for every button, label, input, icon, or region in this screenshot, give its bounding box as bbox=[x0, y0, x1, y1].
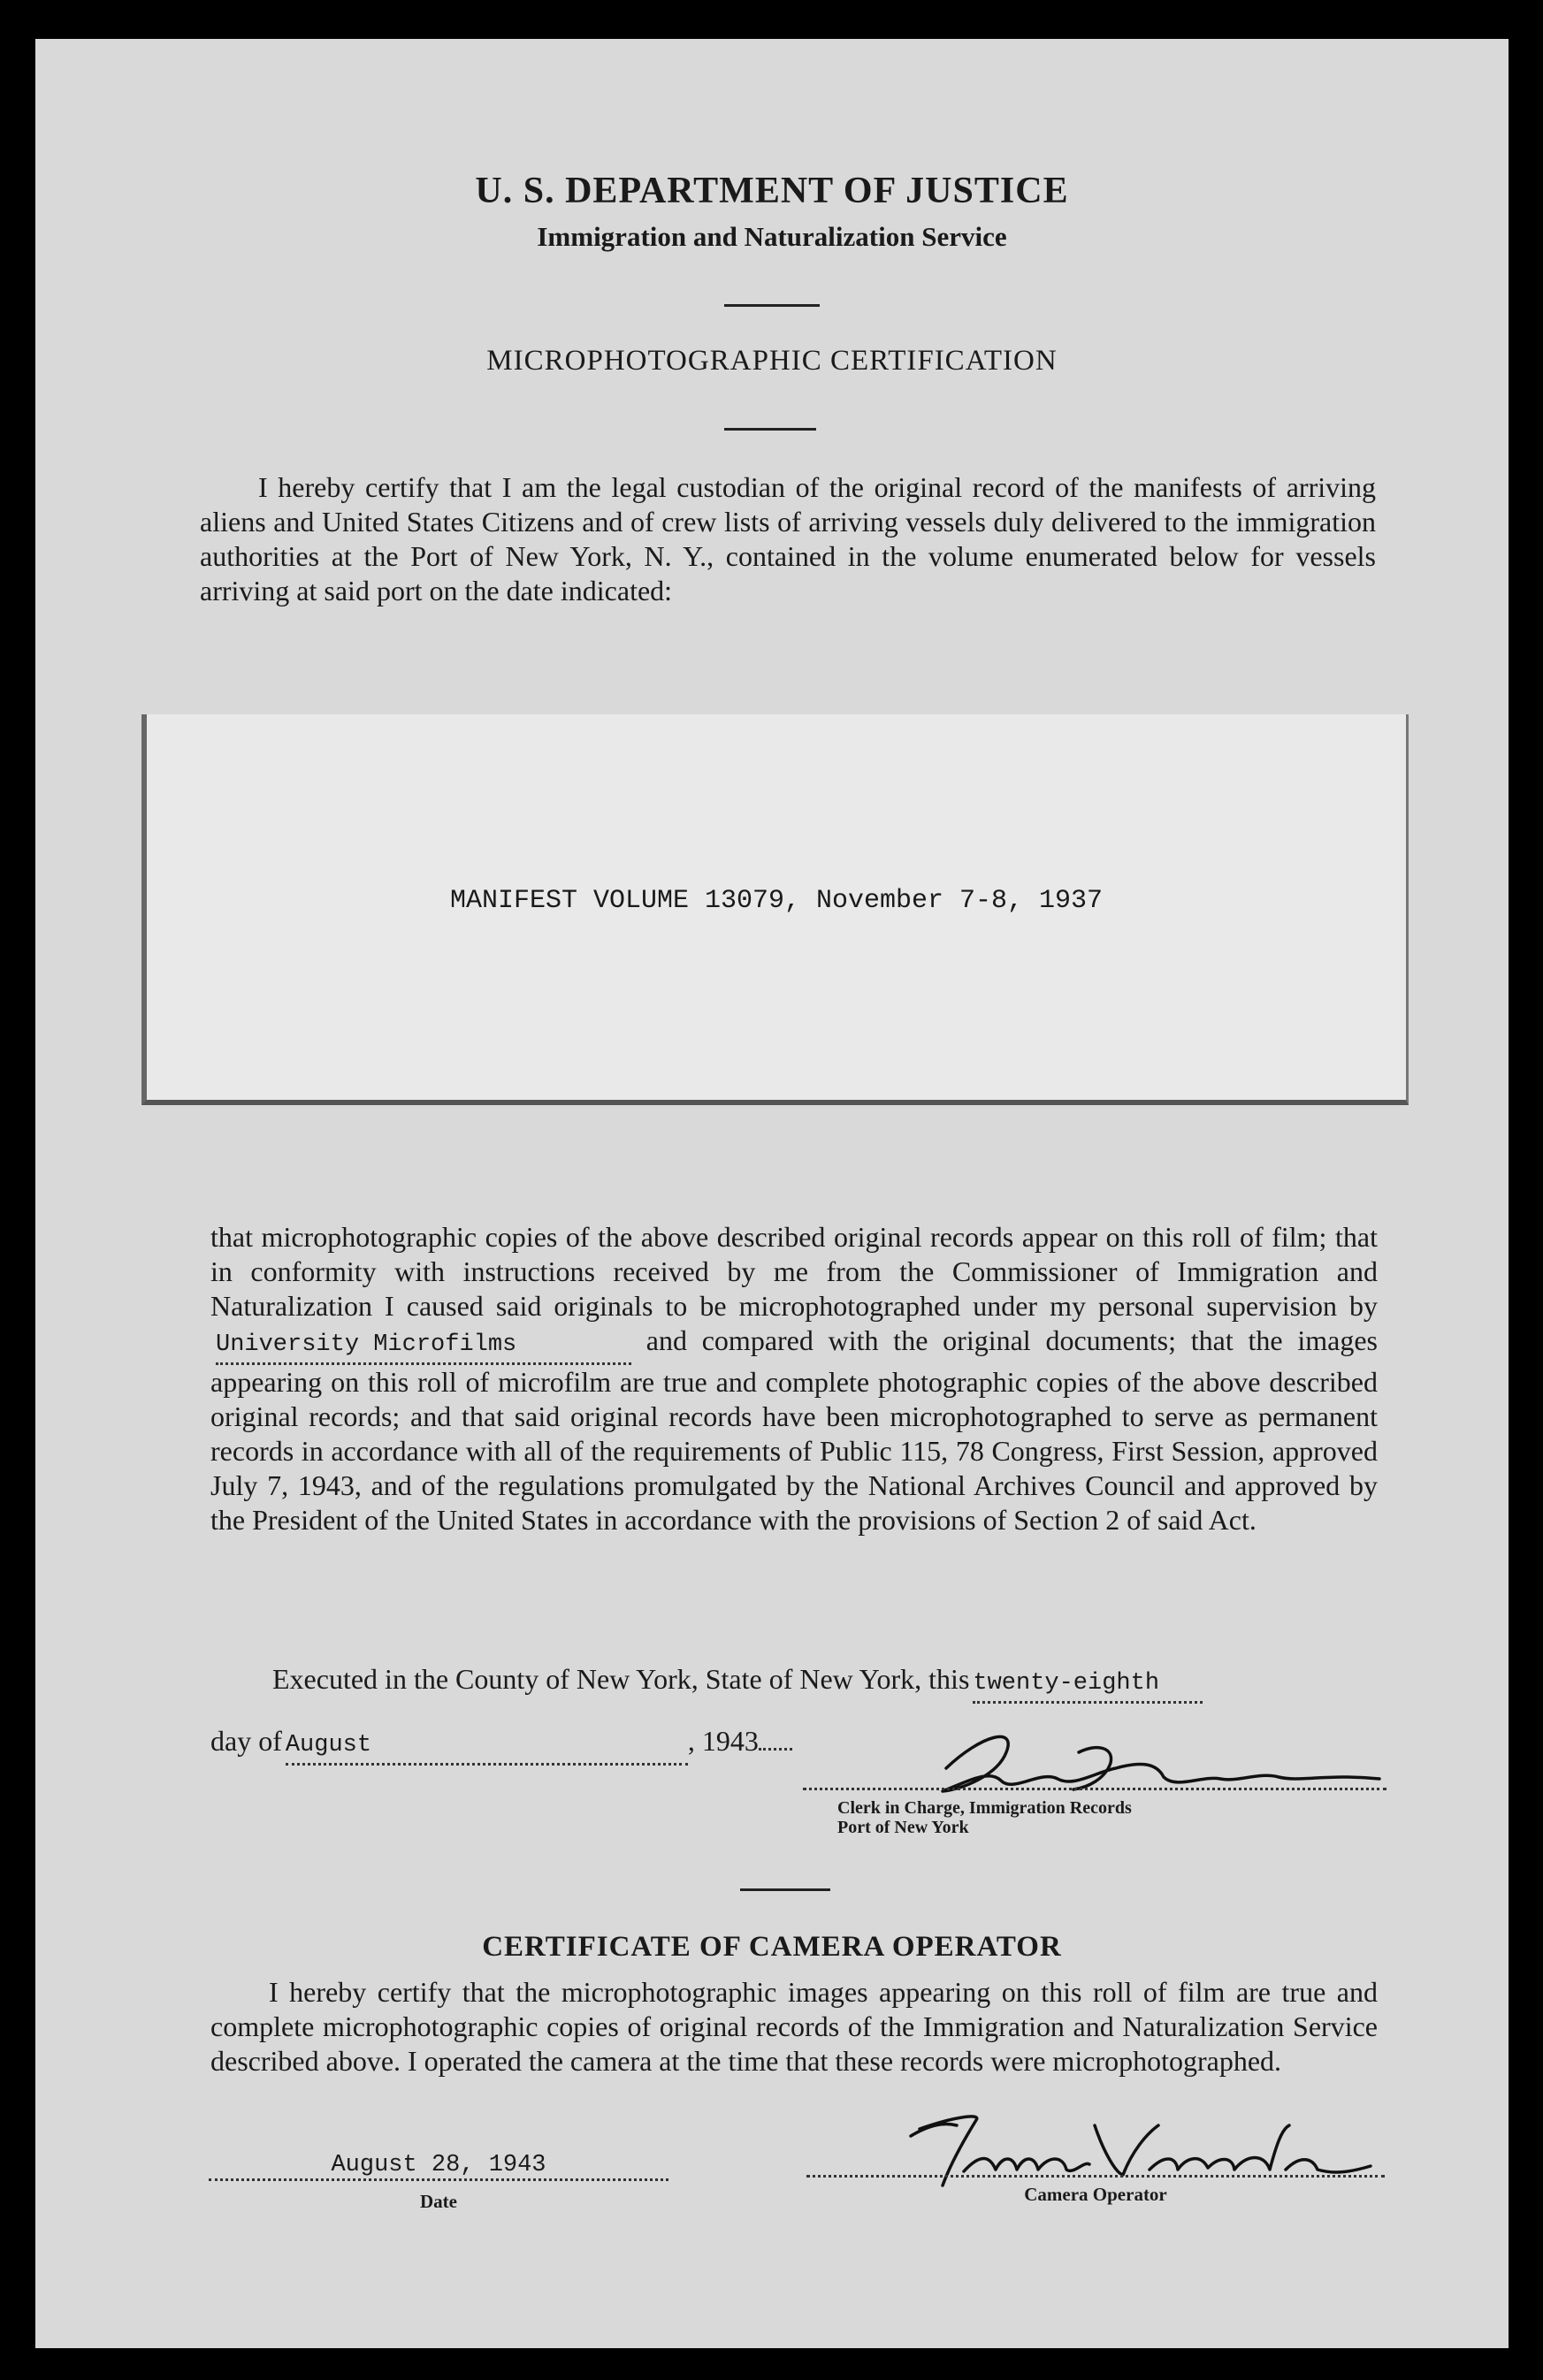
camera-operator-paragraph: I hereby certify that the microphotographic images appearing on this roll of film are true and complete microphotographic copies of original records of the Immigration and Naturalization Service described above. I operated the camera at the time that these records were microphotographed. bbox=[210, 1976, 1378, 2077]
manifest-volume-text: MANIFEST VOLUME 13079, November 7-8, 1937 bbox=[449, 886, 1104, 916]
certification-title: MICROPHOTOGRAPHIC CERTIFICATION bbox=[486, 345, 1058, 377]
firm-name: University Microfilms bbox=[216, 1331, 517, 1358]
execution-line bbox=[272, 1662, 1386, 1704]
manifest-card bbox=[141, 714, 1409, 1105]
intro-paragraph: I hereby certify that I am the legal custodian of the original record of the manifests of arriving aliens and United States Citizens and of crew lists of arriving vessels duly delivered to the immigration authorities at the Port of New York, N. Y., contained in the volume enumerated below for vessels arriving at said port on the date indicated: bbox=[200, 471, 1376, 606]
camera-operator-label: Camera Operator bbox=[1024, 2184, 1167, 2205]
day-of-line bbox=[210, 1724, 918, 1766]
body-text-after-firm: and compared with the original documents; that the images appearing on this roll of microfilm are true and complete photographic copies of the above described original records; and that said original records have been microphotographed to serve as permanent records in accordance with all of the requirements of Public 115, 78 Congress, First Session, approved July 7, 1943, and of the regulations promulgated by the National Archives Council and approved by the President of the United States in accordance with the provisions of Section 2 of said Act. bbox=[210, 1324, 1379, 1536]
clerk-title-line1: Clerk in Charge, Immigration Records bbox=[837, 1798, 1132, 1818]
service-subtitle: Immigration and Naturalization Service bbox=[537, 221, 1007, 252]
body-text-before-firm: that microphotographic copies of the above described original records appear on this roll of film; that in conformity with instructions received by me from the Commissioner of Immigration and Naturalization I caused said originals to be microphotographed under my personal supervision by bbox=[210, 1221, 1378, 1322]
date-fill-line bbox=[209, 2152, 668, 2181]
divider-rule bbox=[724, 304, 820, 307]
department-title: U. S. DEPARTMENT OF JUSTICE bbox=[475, 171, 1069, 211]
divider-rule bbox=[740, 1888, 830, 1891]
clerk-title-line2: Port of New York bbox=[837, 1818, 969, 1837]
execution-day-line bbox=[973, 1662, 1203, 1704]
divider-rule bbox=[724, 428, 816, 431]
camera-operator-signature-icon bbox=[858, 2090, 1388, 2196]
date-label: Date bbox=[420, 2191, 457, 2212]
certificate-page bbox=[35, 39, 1509, 2348]
month-fill-line bbox=[286, 1724, 688, 1766]
day-of-label: day of bbox=[210, 1725, 282, 1757]
execution-year: , 1943 bbox=[687, 1725, 759, 1757]
firm-fill-line bbox=[216, 1323, 631, 1365]
operator-date: August 28, 1943 bbox=[331, 2152, 546, 2178]
operator-signature-line bbox=[806, 2175, 1385, 2178]
body-paragraph bbox=[210, 1220, 1378, 1537]
camera-operator-title: CERTIFICATE OF CAMERA OPERATOR bbox=[482, 1931, 1062, 1963]
clerk-title bbox=[837, 1798, 1297, 1837]
year-fill-line bbox=[759, 1748, 792, 1751]
execution-prefix: Executed in the County of New York, State of New York, this bbox=[272, 1663, 970, 1695]
execution-day: twenty-eighth bbox=[973, 1670, 1160, 1697]
execution-month: August bbox=[285, 1732, 372, 1758]
clerk-signature-line bbox=[803, 1788, 1386, 1790]
